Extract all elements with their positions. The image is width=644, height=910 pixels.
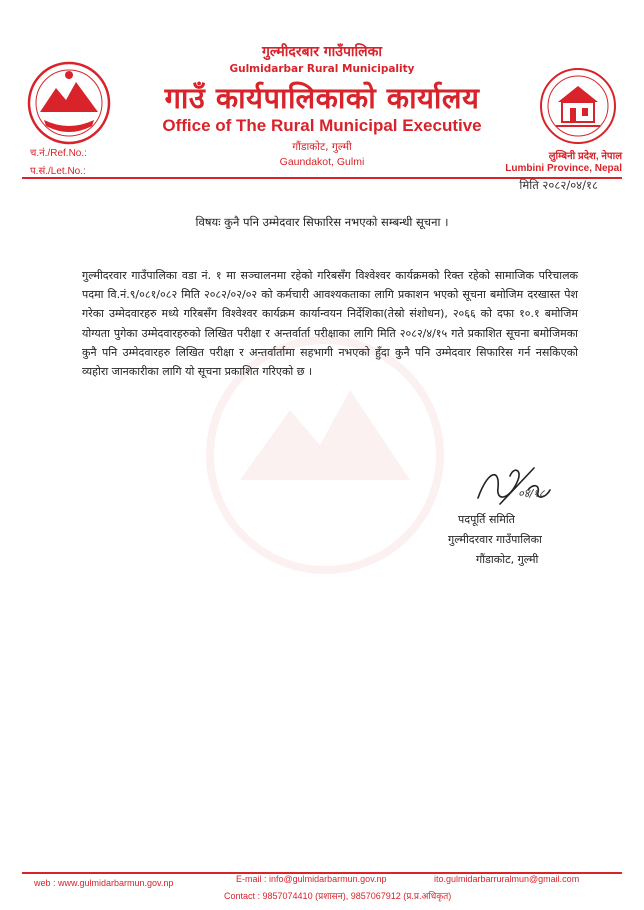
office-name-english: Office of The Rural Municipal Executive: [162, 116, 482, 135]
municipality-building-logo: [538, 66, 618, 146]
footer-contact: Contact : 9857074410 (प्रशासन), 9857067912 (प्र.प्र.अधिकृत): [224, 891, 452, 901]
handwritten-signature: [470, 460, 580, 510]
signature-date: ०४/१८: [518, 487, 545, 500]
footer-email-ito[interactable]: ito.gulmidarbarruralmun@gmail.com: [434, 874, 580, 884]
document-subject: विषयः कुनै पनि उम्मेदवार सिफारिस नभएको सम्बन्धी सूचना ।: [195, 215, 449, 229]
footer-email-info[interactable]: E-mail : info@gulmidarbarmun.gov.np: [236, 874, 387, 884]
footer-website[interactable]: web : www.gulmidarbarmun.gov.np: [34, 878, 174, 888]
province-nepali: लुम्बिनी प्रदेश, नेपाल: [548, 151, 622, 162]
signatory-municipality: गुल्मीदरवार गाउँपालिका: [448, 533, 542, 546]
office-name-nepali: गाउँ कार्यपालिकाको कार्यालय: [164, 81, 480, 115]
document-date: मिति २०८२/०४/१८: [519, 178, 598, 192]
org-name-nepali: गुल्मीदरबार गाउँपालिका: [261, 44, 383, 60]
ref-number-label: च.नं./Ref.No.:: [30, 148, 87, 159]
nepal-emblem-logo: [26, 60, 112, 146]
signatory-block: [448, 510, 542, 570]
signatory-location: गौंडाकोट, गुल्मी: [476, 553, 539, 566]
document-body: गुल्मीदरवार गाउँपालिका वडा नं. १ मा सञ्चालनमा रहेको गरिबसँग विश्वेश्वर कार्यक्रमको रिक्त रहेको सामाजिक परिचालक पदमा वि.नं.९/०८१/०८२ मिति २०८२/०२/०२ को कर्मचारी आवश्यकताका लागि प्रकाशन भएको सूचना बमोजिम दरखास्त पेश गरेका उम्मेदवारहरु मध्ये गरिबसँग विश्वेश्वर कार्यक्रम कार्यान्वयन निर्देशिका(तेस्रो संशोधन), २०६६ को दफा १०.१ बमोजिम योग्यता पुगेका उम्मेदवारहरुको लिखित परीक्षा र अन्तर्वार्ता परीक्षाका लागि मिति २०८२/४/१५ गते प्रकाशित सूचना बमोजिमका कुनै पनि उम्मेदवारहरु लिखित परीक्षा र अन्तर्वार्तामा सहभागी नभएको हुँदा कुनै पनि उम्मेदवार सिफारिस गर्न नसकिएको व्यहोरा जानकारीका लागि यो सूचना प्रकाशित गरिएको छ ।: [82, 269, 578, 379]
signatory-committee: पदपूर्ति समिति: [458, 513, 515, 526]
province-english: Lumbini Province, Nepal: [505, 163, 622, 174]
letter-number-label: प.सं./Let.No.:: [30, 166, 86, 177]
location-english: Gaundakot, Gulmi: [279, 156, 365, 168]
location-nepali: गौंडाकोट, गुल्मी: [292, 141, 352, 153]
org-name-english: Gulmidarbar Rural Municipality: [229, 63, 415, 75]
